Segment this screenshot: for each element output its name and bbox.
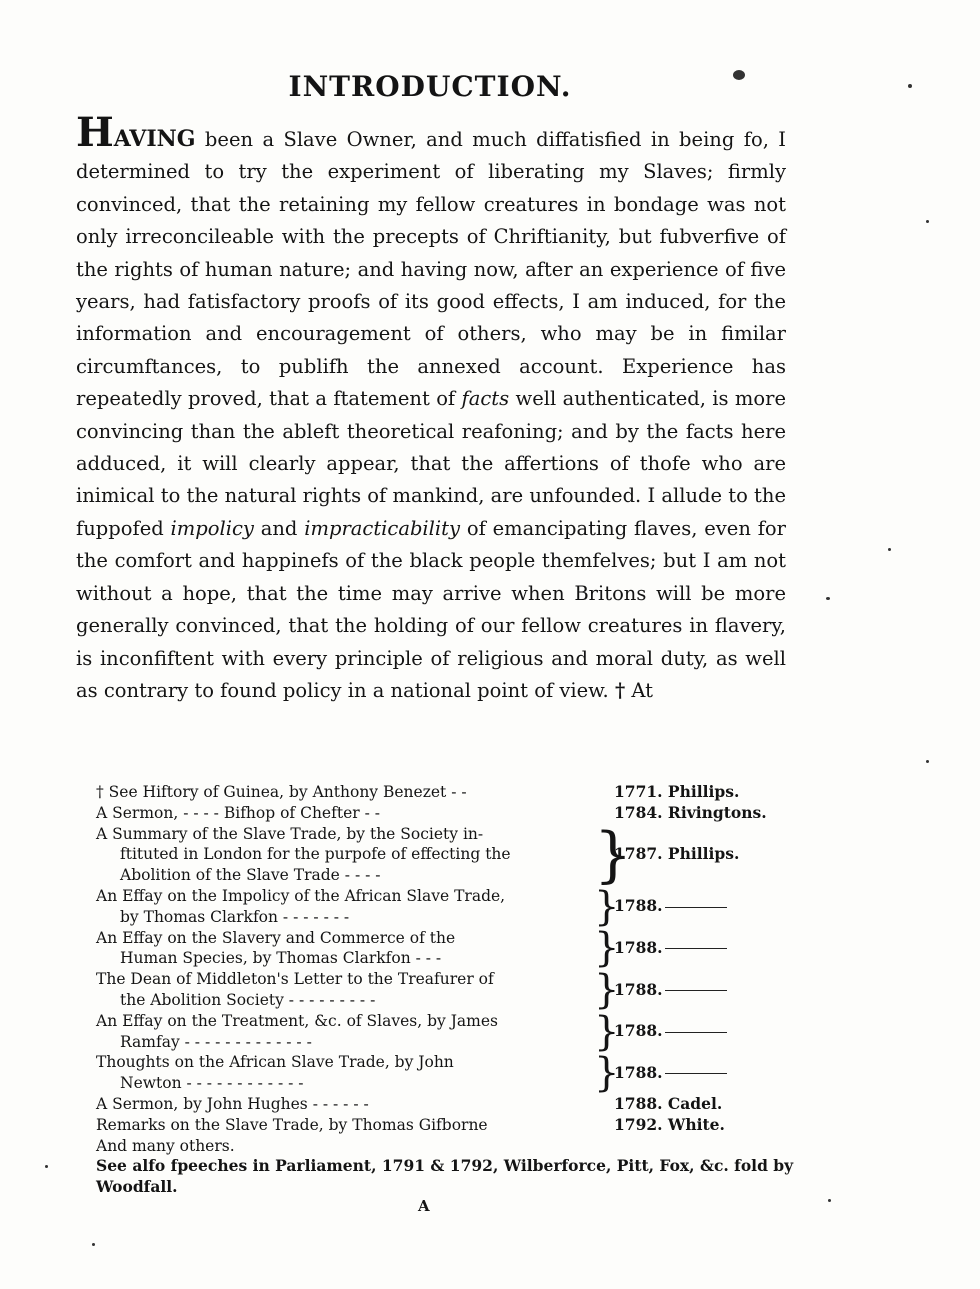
brace-mark: }	[594, 883, 620, 930]
italic-facts: facts	[461, 387, 510, 411]
footnote-date	[608, 896, 796, 917]
footnote-date-text: 1788.	[614, 979, 663, 999]
footnote-line: Thoughts on the African Slave Trade, by John	[96, 1053, 454, 1072]
italic-impolicy: impolicy	[170, 516, 254, 540]
footnote-title	[96, 803, 594, 824]
footnote-date	[608, 803, 796, 824]
footnote-line: The Dean of Middleton's Letter to the Treafurer of	[96, 970, 494, 989]
scan-speck	[92, 1243, 95, 1246]
footnote-line: A Sermon, by John Hughes - - - - - -	[96, 1094, 369, 1113]
footnote-line: † See Hiftory of Guinea, by Anthony Benezet - -	[96, 783, 467, 801]
brace-mark: }	[594, 819, 633, 890]
footnote-date-text: 1788.	[614, 937, 663, 957]
footnote-date	[608, 1021, 796, 1042]
footnote-title	[96, 1094, 594, 1115]
footnote-title	[96, 824, 594, 886]
footnote-line: Remarks on the Slave Trade, by Thomas Gifborne	[96, 1115, 488, 1134]
page-title: INTRODUCTION.	[288, 70, 572, 103]
body-text-1: been a Slave Owner, and much diffatisfied in being fo, I determined to try the experiment of liberating my Slaves; firmly convinced, that the retaining my fellow creatures in bondage was not only irreconcileable with the precepts of Chriftianity, but fubverfive of the rights of human nature; and having now, after an experience of five years, had fatisfactory proofs of its good effects, I am induced, for the information and encouragement of others, who may be in fimilar circumftances, to publifh the annexed account. Experience has repeatedly proved, that a ftatement of	[76, 128, 786, 411]
footnote-entry	[96, 1094, 796, 1115]
footnote-date-text: 1788.	[614, 896, 663, 916]
footnote-date-text: 1787. Phillips.	[614, 844, 740, 864]
footnote-date	[608, 1115, 796, 1136]
ditto-rule	[665, 907, 727, 908]
brace-mark: }	[594, 1008, 620, 1055]
footnote-entry	[96, 819, 796, 890]
footnote-title	[96, 782, 594, 803]
footnote-entry	[96, 1115, 796, 1136]
body-text-5: At	[625, 678, 653, 702]
footnote-date-text: 1788.	[614, 1021, 663, 1041]
footnotes	[96, 782, 796, 1156]
footnote-title	[96, 928, 594, 970]
footnote-entry	[96, 1050, 796, 1097]
italic-impracticability: impracticability	[304, 516, 460, 540]
dagger-mark: †	[614, 678, 626, 702]
footnote-title	[96, 969, 594, 1011]
footnote-line: A Sermon, - - - - Bifhop of Chefter - -	[96, 803, 380, 822]
scan-speck	[908, 84, 912, 88]
footnote-entry	[96, 966, 796, 1013]
ditto-rule	[665, 1032, 727, 1033]
footnote-entry	[96, 1136, 796, 1157]
footnote-date-text: 1788.	[614, 1062, 663, 1082]
scan-speck	[926, 760, 929, 763]
footnote-line: Ramfay - - - - - - - - - - - - -	[120, 1032, 312, 1051]
signature-mark: A	[418, 1197, 430, 1215]
see-also-note: See alfo fpeeches in Parliament, 1791 & 1792, Wilberforce, Pitt, Fox, &c. fold by Woodfall.	[96, 1156, 794, 1196]
footnote-date-text: 1771. Phillips.	[614, 782, 740, 801]
footnote-entry	[96, 1008, 796, 1055]
footnote-entry	[96, 803, 796, 824]
footnote-title	[96, 886, 594, 928]
footnote-line: Abolition of the Slave Trade - - - -	[120, 866, 381, 885]
footnote-entry	[96, 925, 796, 972]
footnote-date	[608, 938, 796, 959]
footnote-date	[608, 1063, 796, 1084]
scan-speck	[926, 220, 929, 223]
footnote-line: Human Species, by Thomas Clarkfon - - -	[120, 949, 442, 968]
body-text-3: and	[253, 516, 305, 540]
footnote-date	[608, 980, 796, 1001]
brace-mark: }	[594, 1050, 620, 1097]
footnote-date	[608, 1094, 796, 1115]
ditto-rule	[665, 990, 727, 991]
brace-mark: }	[594, 966, 620, 1013]
scan-speck	[888, 548, 891, 551]
footnote-title	[96, 1115, 594, 1136]
footnote-date-text: 1784. Rivingtons.	[614, 802, 767, 822]
brace-mark: }	[594, 925, 620, 972]
footnote-line: by Thomas Clarkfon - - - - - - -	[120, 907, 350, 926]
opening-caps: AVING	[113, 126, 196, 152]
scan-speck	[45, 1165, 48, 1168]
ditto-rule	[665, 1073, 727, 1074]
scan-speck	[826, 597, 830, 600]
scan-speck	[733, 70, 745, 80]
footnote-line: An Effay on the Treatment, &c. of Slaves, by James	[96, 1011, 499, 1030]
footnote-date	[608, 844, 796, 865]
footnote-date	[608, 782, 796, 803]
footnote-line: An Effay on the Slavery and Commerce of the	[96, 928, 456, 947]
footnote-entry	[96, 883, 796, 930]
scan-speck	[828, 1199, 831, 1202]
footnote-line: the Abolition Society - - - - - - - - -	[120, 990, 376, 1009]
footnote-date-text: 1788. Cadel.	[614, 1093, 723, 1113]
footnote-title	[96, 1011, 594, 1053]
footnote-line: Newton - - - - - - - - - - - -	[120, 1074, 304, 1093]
footnote-line: A Summary of the Slave Trade, by the Society in-	[96, 824, 484, 843]
footnote-line: An Effay on the Impolicy of the African Slave Trade,	[96, 886, 506, 905]
body-text-4: of emancipating flaves, even for the comfort and happinefs of the black people themfelves; but I am not without a hope, that the time may arrive when Britons will be more generally convinced, that the holding of our fellow creatures in flavery, is inconfiftent with every principle of religious and moral duty, as well as contrary to found policy in a national point of view.	[76, 516, 786, 702]
footnote-entry	[96, 782, 796, 803]
footnote-line: ftituted in London for the purpofe of effecting the	[120, 845, 511, 864]
footnote-title	[96, 1136, 594, 1157]
footnote-line: And many others.	[96, 1136, 235, 1155]
drop-cap: H	[76, 109, 114, 156]
ditto-rule	[665, 948, 727, 949]
introduction-paragraph	[76, 109, 786, 707]
footnote-date-text: 1792. White.	[614, 1114, 725, 1134]
footnote-title	[96, 1052, 594, 1094]
body-text-2: well authenticated, is more convincing than the ableft theoretical reafoning; and by the facts here adduced, it will clearly appear, that the affertions of thofe who are inimical to the natural rights of mankind, are unfounded. I allude to the fuppofed	[76, 387, 786, 540]
